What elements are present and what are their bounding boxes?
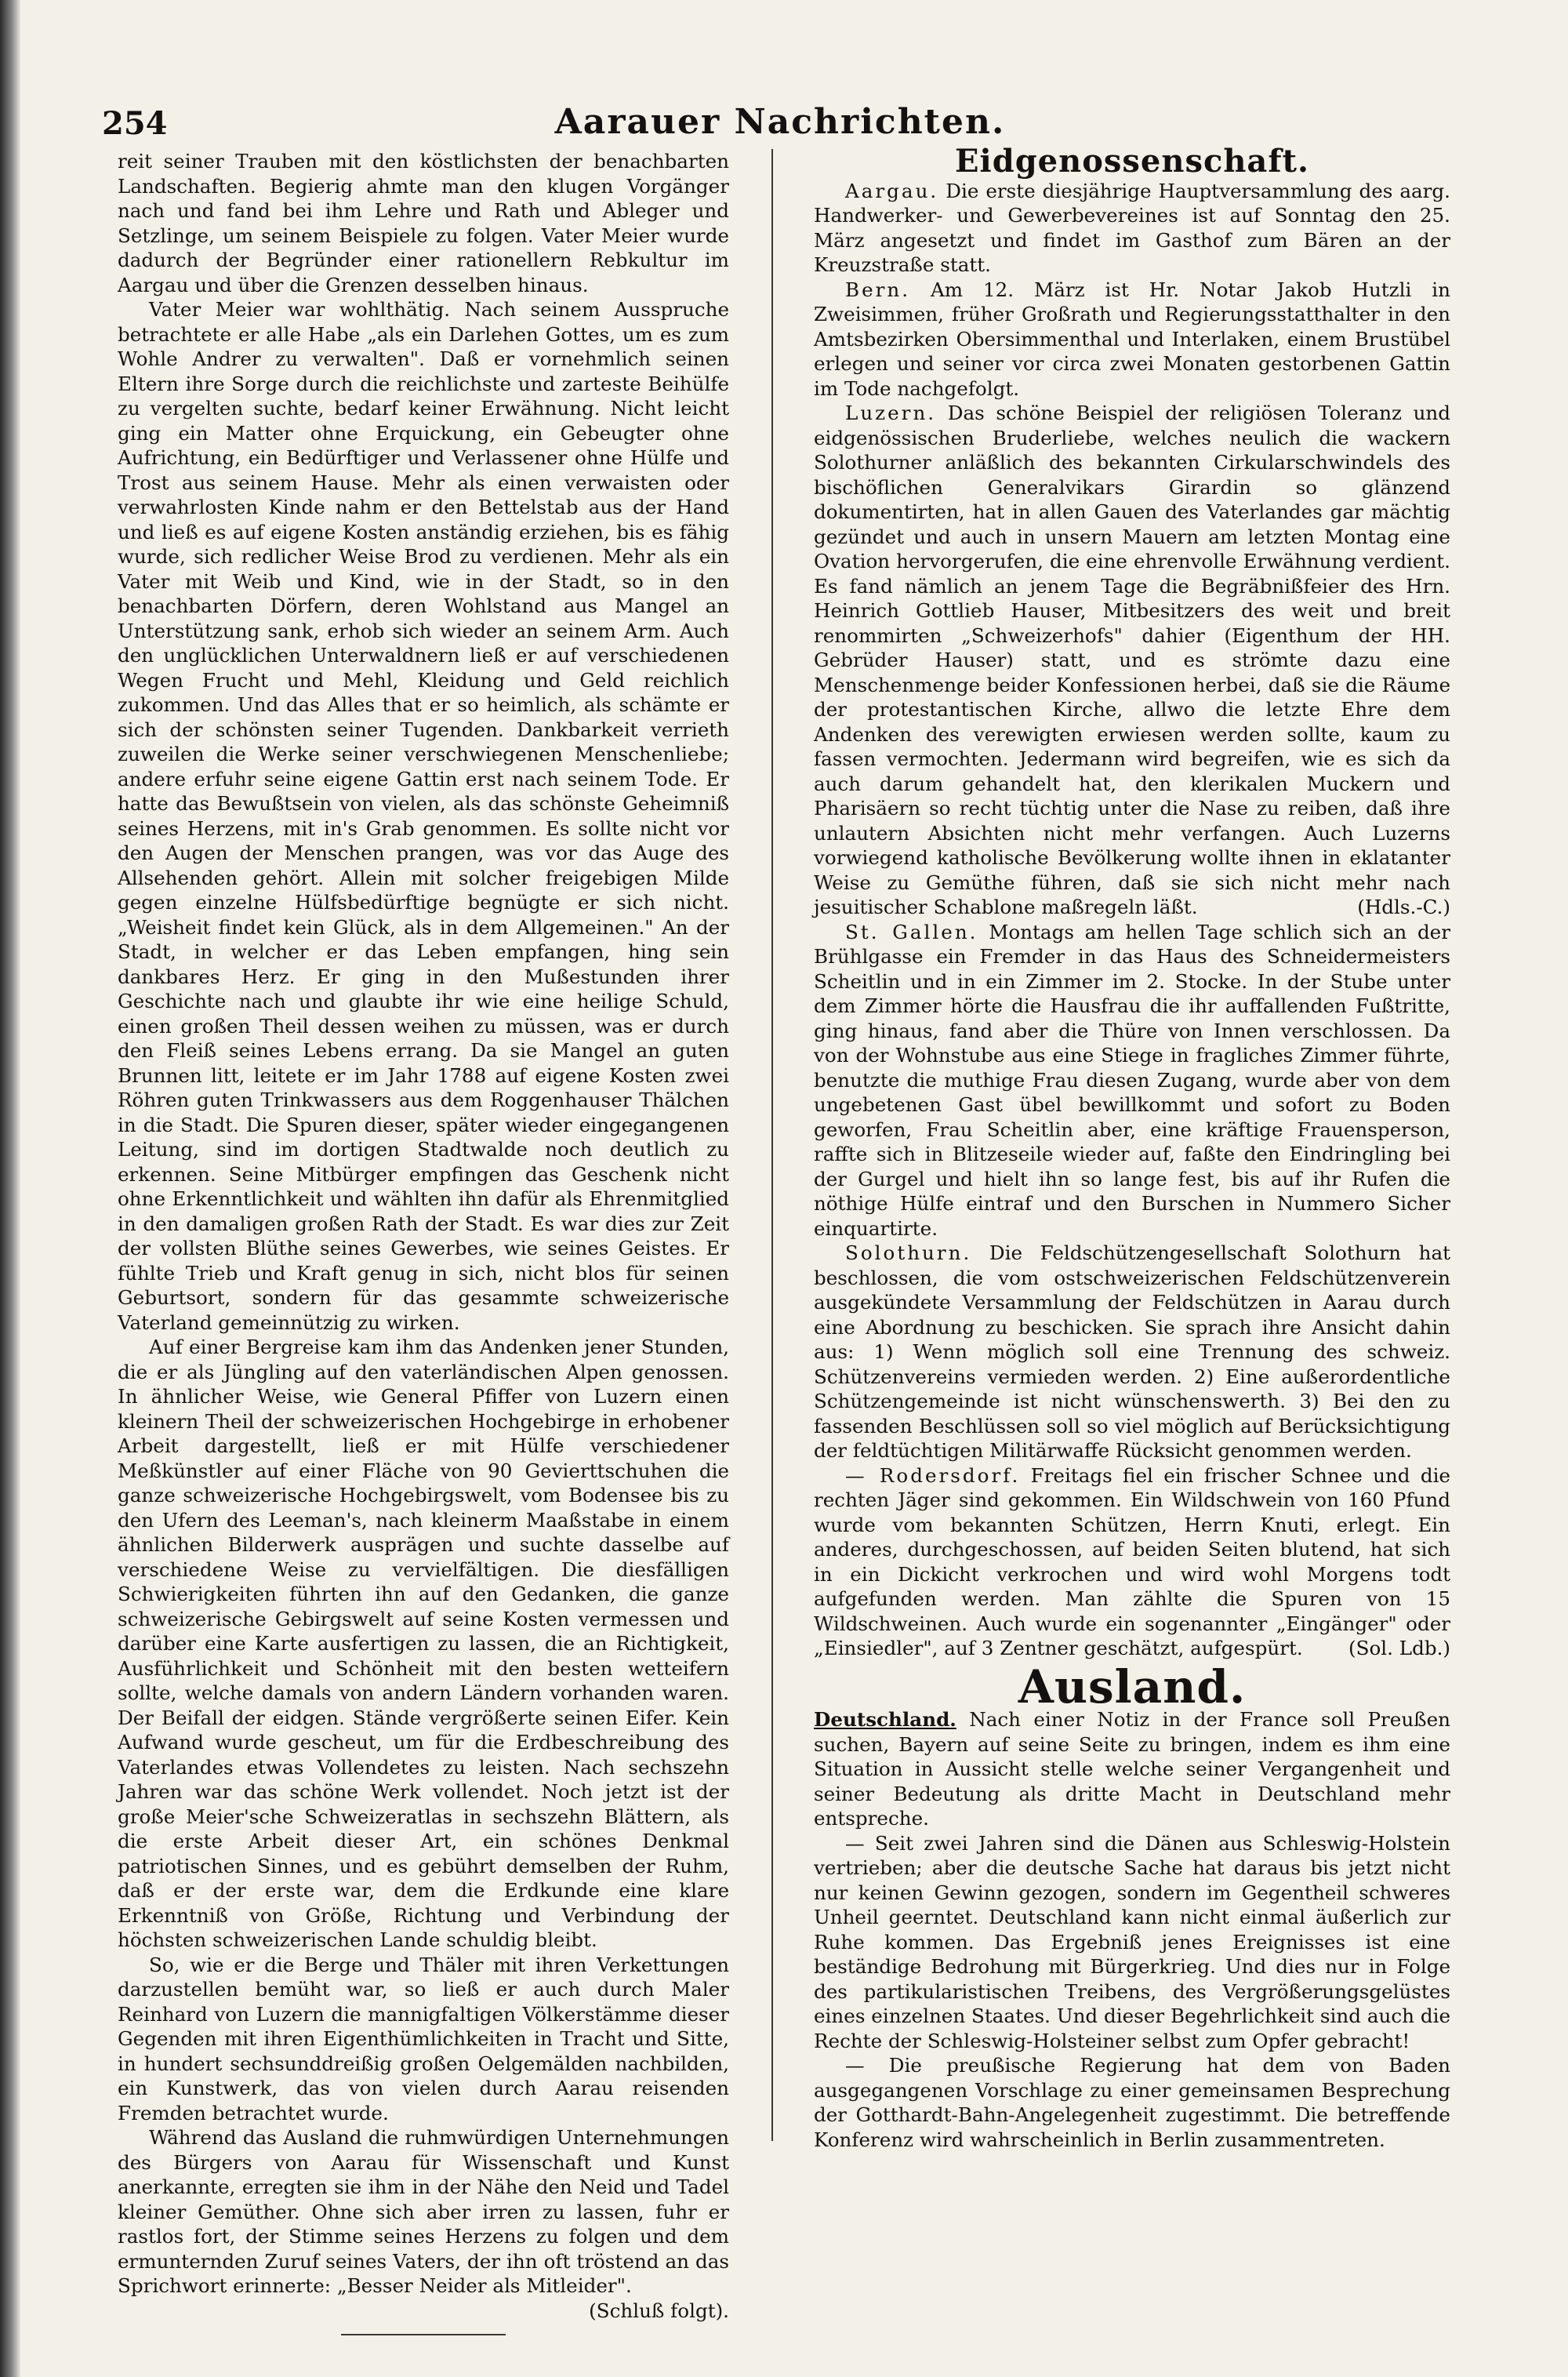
news-country: Deutschland. [814,1708,956,1731]
left-column [118,149,729,2322]
news-source: (Sol. Ldb.) [1348,1637,1450,1659]
news-text: Freitags fiel ein frischer Schnee und die rechten Jäger sind gekommen. Ein Wildschwein von 160 Pfund wurde vom bekannten Schützen, Herrn Knuti, erlegt. Ein anderes, durchgeschossen, auf beiden Seiten blutend, hat sich in ein Dickicht verkrochen und wird wohl Morgens todt aufgefunden werden. Man zählte die Spuren von 15 Wildschweinen. Auch wurde ein sogenannter „Eingänger" oder „Einsiedler", auf 3 Zentner geschätzt, aufgespürt. [814,1463,1450,1659]
article-paragraph: Vater Meier war wohlthätig. Nach seinem Ausspruche betrachtete er alle Habe „als ein Darlehen Gottes, um es zum Wohle Andrer zu verwalten". Daß er vornehmlich seinen Eltern ihre Sorge durch die reichlichste und zarteste Beihülfe zu vergelten suchte, bedarf keiner Erwähnung. Nicht leicht ging ein Matter ohne Erquickung, ein Gebeugter ohne Aufrichtung, ein Bedürftiger und Verlassener ohne Hülfe und Trost aus seinem Hause. Mehr als einen verwaisten oder verwahrlosten Kinde nahm er den Bettelstab aus der Hand und ließ es auf eigene Kosten anständig erziehen, bis es fähig wurde, sich redlicher Weise Brod zu verdienen. Mehr als ein Vater mit Weib und Kind, wie in der Stadt, so in den benachbarten Dörfern, deren Wohlstand aus Mangel an Unterstützung sank, erhob sich wieder an seinem Arm. Auch den unglücklichen Unterwaldnern ließ er auf verschiedenen Wegen Frucht und Mehl, Kleidung und Geld reichlich zukommen. Und das Alles that er so heimlich, als schämte er sich der schönsten seiner Tugenden. Dankbarkeit verrieth zuweilen die Werke seiner verschwiegenen Menschenliebe; andere erfuhr seine eigene Gattin erst nach seinem Tode. Er hatte das Bewußtsein von vielen, als das schönste Geheimniß seines Herzens, mit in's Grab genommen. Es sollte nicht vor den Augen der Menschen prangen, was vor das Auge des Allsehenden gehört. Allein mit solcher freigebigen Milde gegen einzelne Hülfsbedürftige begnügte er sich nicht. „Weisheit findet kein Glück, als in dem Allgemeinen." An der Stadt, in welcher er das Leben empfangen, hing sein dankbares Herz. Er ging in den Mußestunden ihrer Geschichte nach und glaubte ihr wie eine heilige Schuld, einen großen Theil dessen weihen zu müssen, was er durch den Fleiß seines Lebens errang. Da sie Mangel an guten Brunnen litt, leitete er im Jahr 1788 auf eigene Kosten zwei Röhren guten Trinkwassers aus dem Roggenhauser Thälchen in die Stadt. Die Spuren dieser, später wieder eingegangenen Leitung, sind im dortigen Stadtwalde noch deutlich zu erkennen. Seine Mitbürger empfingen das Geschenk nicht ohne Erkenntlichkeit und wählten ihn dafür als Ehrenmitglied in den damaligen großen Rath der Stadt. Es war dies zur Zeit der vollsten Blüthe seines Gewerbes, wie seines Geistes. Er fühlte Trieb und Kraft genug in sich, nicht blos für seinen Geburtsort, sondern für das gesammte schweizerische Vaterland gemeinnützig zu wirken. [118,298,729,1334]
news-item [814,1241,1450,1463]
news-item [814,401,1450,920]
right-column [814,143,1450,2173]
news-text: Das schöne Beispiel der religiösen Toleranz und eidgenössischen Bruderliebe, welches neulich die wackern Solothurner anläßlich des bekannten Cirkularschwindels des bischöflichen Generalvikars Girardin so glänzend dokumentirten, hat in allen Gauen des Vaterlandes gar mächtig gezündet und auch in unsern Mauern am letzten Montag eine Ovation hervorgerufen, die eine ehrenvolle Erwähnung verdient. Es fand nämlich an jenem Tage die Begräbnißfeier des Hrn. Heinrich Gottlieb Hauser, Mitbesitzers des weit und breit renommirten „Schweizerhofs" dahier (Eigenthum der HH. Gebrüder Hauser) statt, und es strömte dazu eine Menschenmenge beider Konfessionen herbei, daß sie die Räume der protestantischen Kirche, allwo die letzte Ehre dem Andenken des verewigten erwiesen werden sollte, kaum zu fassen vermochten. Jedermann wird begreifen, wie es sich da auch darum gehandelt hat, den klerikalen Muckern und Pharisäern so recht tüchtig unter die Nase zu reiben, daß ihre unlautern Absichten nicht mehr verfangen. Auch Luzerns vorwiegend katholische Bevölkerung wollte ihnen in eklatanter Weise zu Gemüthe führen, daß sie sich nicht mehr nach jesuitischer Schablone maßregeln läßt. [814,402,1450,918]
news-place: Solothurn. [845,1241,972,1264]
scan-edge-shadow [0,0,20,2377]
masthead-title: Aarauer Nachrichten. [554,102,1006,142]
news-place: — Rodersdorf. [845,1463,1021,1487]
news-place: Aargau. [845,179,939,202]
section-title-eidgenossenschaft: Eidgenossenschaft. [955,143,1309,180]
news-place: Bern. [845,278,911,301]
news-item [814,1831,1450,2054]
news-item [814,179,1450,278]
news-text: Die erste diesjährige Hauptversammlung des aarg. Handwerker- und Gewerbevereines ist auf Sonntag den 25. März angesetzt und findet im Gasthof zum Bären an der Kreuzstraße statt. [814,179,1450,276]
news-item [814,920,1450,1241]
article-paragraph: So, wie er die Berge und Thäler mit ihren Verkettungen darzustellen bemüht war, so ließ er auch durch Maler Reinhard von Luzern die mannigfaltigen Völkerstämme dieser Gegenden mit ihren Eigenthümlichkeiten in Tracht und Sitte, in hundert sechsunddreißig großen Oelgemälden nachbilden, ein Kunstwerk, das von vielen durch Aarau reisenden Fremden betrachtet wurde. [118,1953,729,2124]
news-place: Luzern. [845,402,937,424]
news-item [814,2053,1450,2152]
news-item [814,1707,1450,1831]
page-header [102,102,1458,149]
news-place: St. Gallen. [845,920,978,943]
page-number: 254 [102,105,168,142]
news-text: Nach einer Notiz in der France soll Preußen suchen, Bayern auf seine Seite zu bringen, indem es ihm eine Situation in Aussicht stelle welche seiner Vergangenheit und seiner Bedeutung als dritte Macht in Deutschland mehr entspreche. [814,1708,1450,1830]
news-text: Montags am hellen Tage schlich sich an der Brühlgasse ein Fremder in das Haus des Schneidermeisters Scheitlin und in ein Zimmer im 2. Stocke. In der Stube unter dem Zimmer hörte die Hausfrau die ihr auffallenden Fußtritte, ging hinaus, fand aber die Thüre von Innen verschlossen. Da von der Wohnstube aus eine Stiege in fragliches Zimmer führte, benutzte die muthige Frau diesen Zugang, wurde aber von dem ungebetenen Gast übel bewillkommt und sofort zu Boden geworfen, Frau Scheitlin aber, eine kräftige Frauensperson, raffte sich in Blitzeseile wieder auf, faßte den Eindringling bei der Gurgel und hielt ihn so lange fest, bis auf ihr Rufen die nöthige Hülfe eintraf und den Burschen in Nummero Sicher einquartirte. [814,920,1450,1240]
end-divider [341,2334,506,2335]
news-text: — Die preußische Regierung hat dem von Baden ausgegangenen Vorschlage zu einer gemeinsamen Besprechung der Gotthardt-Bahn-Angelegenheit zugestimmt. Die betreffende Konferenz wird wahrscheinlich in Berlin zusammentreten. [814,2054,1450,2151]
closing-note: (Schluß folgt). [589,2299,729,2322]
section-title-ausland: Ausland. [1018,1659,1247,1714]
news-text: Am 12. März ist Hr. Notar Jakob Hutzli in Zweisimmen, früher Großrath und Regierungsstatthalter in den Amtsbezirken Obersimmenthal und Interlaken, einem Brustübel erlegen und seiner vor circa zwei Monaten gestorbenen Gattin im Tode nachgefolgt. [814,278,1450,400]
article-paragraph: Auf einer Bergreise kam ihm das Andenken jener Stunden, die er als Jüngling auf den vaterländischen Alpen genossen. In ähnlicher Weise, wie General Pfiffer von Luzern einen kleinern Theil der schweizerischen Hochgebirge in erhobener Arbeit dargestellt, ließ er mit Hülfe verschiedener Meßkünstler auf einer Fläche von 90 Gevierttschuhen die ganze schweizerische Hochgebirgswelt, vom Bodensee bis zu den Ufern des Leeman's, nach kleinerm Maaßstabe in einem ähnlichen Bilderwerk ausprägen und suchte dasselbe auf verschiedene Weise zu vervielfältigen. Die diesfälligen Schwierigkeiten führten ihn auf den Gedanken, die ganze schweizerische Gebirgswelt auf seine Kosten vermessen und darüber eine Karte ausfertigen zu lassen, die an Richtigkeit, Ausführlichkeit und Schönheit mit den besten wetteifern sollte, welche damals von andern Ländern vorhanden waren. Der Beifall der eidgen. Stände vergrößerte seinen Eifer. Kein Aufwand wurde gescheut, um für die Erdbeschreibung des Vaterlandes etwas Vollendetes zu leisten. Nach sechszehn Jahren war das schöne Werk vollendet. Noch jetzt ist der große Meier'sche Schweizeratlas in sechszehn Blättern, als die erste Arbeit dieser Art, ein schönes Denkmal patriotischen Sinnes, und es gebührt demselben der Ruhm, daß er der erste war, dem die Erdkunde eine klare Erkenntniß von Größe, Richtung und Verbindung der höchsten schweizerischen Lande schuldig bleibt. [118,1336,729,1951]
news-text: Die Feldschützengesellschaft Solothurn hat beschlossen, die vom ostschweizerischen Feldschützenverein ausgekündete Versammlung der Feldschützen in Aarau durch eine Abordnung zu beschicken. Sie sprach ihre Ansicht dahin aus: 1) Wenn möglich soll eine Trennung des schweiz. Schützenvereins vermieden werden. 2) Eine außerordentliche Schützengemeinde ist nicht wünschenswerth. 3) Bei den zu fassenden Beschlüssen soll so viel möglich auf Berücksichtigung der feldtüchtigen Militärwaffe Rücksicht genommen werden. [814,1241,1450,1462]
news-source: (Hdls.-C.) [1357,896,1450,918]
news-item [814,1463,1450,1661]
article-paragraph: reit seiner Trauben mit den köstlichsten der benachbarten Landschaften. Begierig ahmte man den klugen Vorgänger nach und fand bei ihm Lehre und Rath und Ableger und Setzlinge, um seinem Beispiele zu folgen. Vater Meier wurde dadurch der Begründer einer rationellern Rebkultur im Aargau und über die Grenzen desselben hinaus. [118,150,729,296]
article-paragraph: Während das Ausland die ruhmwürdigen Unternehmungen des Bürgers von Aarau für Wissenschaft und Kunst anerkannte, erregten sie ihm in der Nähe den Neid und Tadel kleiner Gemüther. Ohne sich aber irren zu lassen, fuhr er rastlos fort, der Stimme seines Herzens zu folgen und dem ermunternden Zuruf seines Vaters, der ihn oft tröstend an das Sprichwort erinnerte: „Besser Neider als Mitleider". [118,2126,729,2297]
news-text: — Seit zwei Jahren sind die Dänen aus Schleswig-Holstein vertrieben; aber die deutsche Sache hat daraus bis jetzt nicht nur keinen Gewinn gezogen, sondern im Gegentheil schweres Unheil geerntet. Deutschland kann nicht einmal äußerlich zur Ruhe kommen. Das Ergebniß jenes Ereignisses ist eine beständige Bedrohung mit Bürgerkrieg. Und dies nur in Folge des partikularistischen Treibens, des Vergrößerungsgelüstes eines einzelnen Staates. Und dieser Begehrlichkeit sind auch die Rechte der Schleswig-Holsteiner selbst zum Opfer gebracht! [814,1831,1450,2052]
news-item [814,278,1450,402]
column-divider [771,149,773,2141]
